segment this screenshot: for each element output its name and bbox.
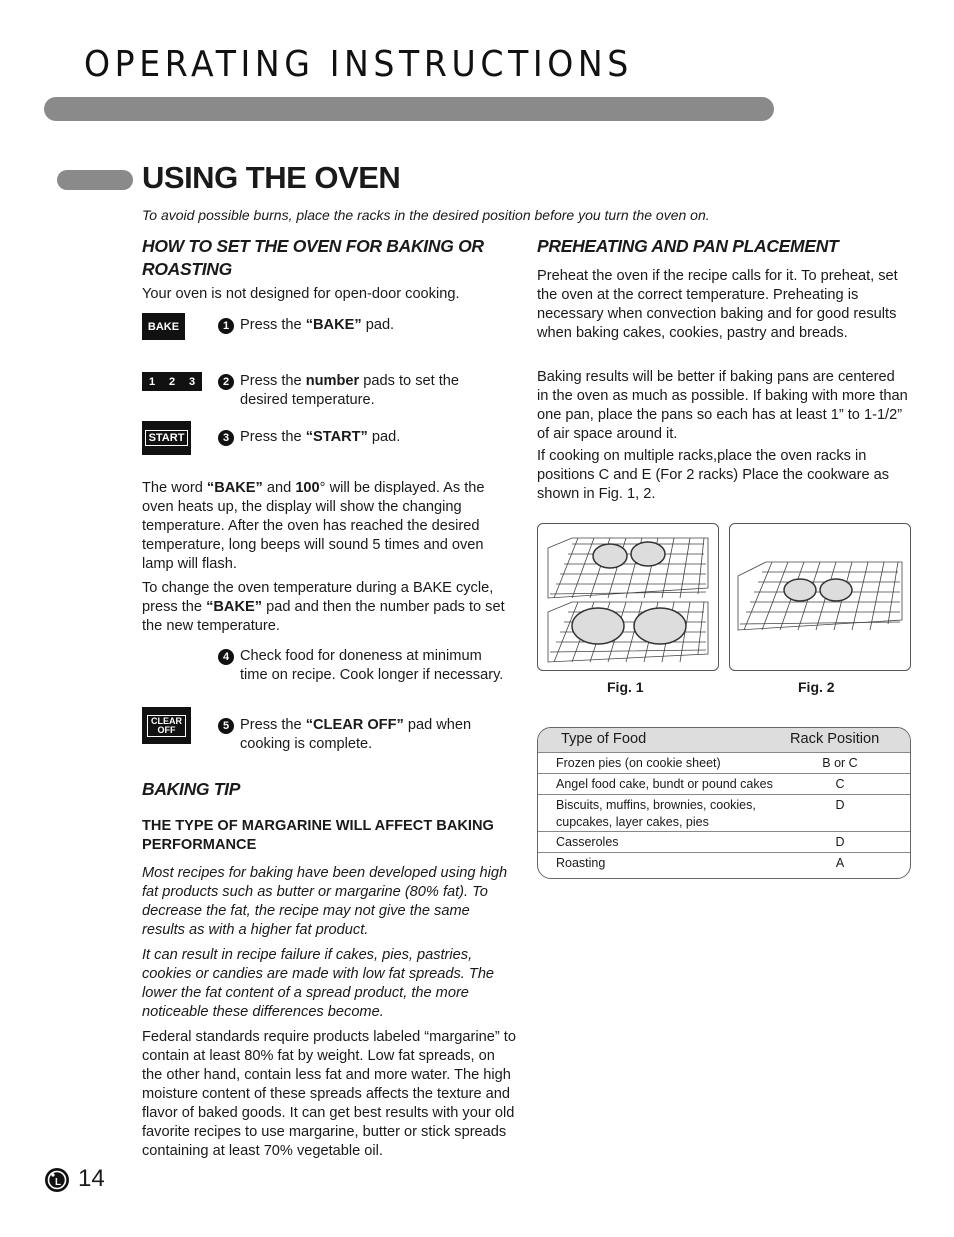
figure-1 bbox=[537, 523, 719, 671]
display-para-e: ° will be displayed. As the oven heats up, the display will show the changing temperature. After the oven has reached the desired temperature, long beeps will sound 5 times and oven lamp will flash. bbox=[142, 480, 485, 572]
change-para-c: pad and then the number pads to set the new temperature. bbox=[142, 599, 505, 634]
step-1-bold: “BAKE” bbox=[305, 317, 362, 333]
rack-position-table bbox=[537, 727, 911, 879]
lg-logo-icon bbox=[44, 1167, 70, 1193]
table-row bbox=[538, 752, 910, 774]
cell-food: Roasting bbox=[556, 856, 606, 870]
preheat-p1: Preheat the oven if the recipe calls for it. To preheat, set the oven at the correct temperature. Preheating is necessary when convection baking and for good results when baking cakes, cookies, pastry and breads. bbox=[537, 268, 898, 341]
step-3-post: pad. bbox=[367, 429, 401, 445]
cell-position: B or C bbox=[822, 756, 858, 770]
start-pad-label: START bbox=[145, 430, 189, 446]
lg-logo bbox=[44, 1167, 70, 1193]
oven-rack-single-icon bbox=[730, 524, 910, 670]
cell-position: C bbox=[835, 777, 845, 791]
table-row bbox=[538, 831, 910, 853]
table-row bbox=[538, 773, 910, 795]
cell-position: D bbox=[835, 798, 845, 812]
number-pad-2: 2 bbox=[168, 375, 176, 388]
step-4: Check food for doneness at minimum time on recipe. Cook longer if necessary. bbox=[240, 648, 504, 683]
number-pad-1: 1 bbox=[148, 375, 156, 388]
off-label: OFF bbox=[157, 724, 176, 735]
cell-food: Frozen pies (on cookie sheet) bbox=[556, 756, 721, 770]
baking-heading-line2: ROASTING bbox=[142, 259, 232, 279]
bake-pad: BAKE bbox=[142, 313, 185, 340]
step-2 bbox=[240, 372, 510, 410]
clear-off-label bbox=[147, 715, 186, 737]
step-5-post: pad when cooking is complete. bbox=[240, 717, 472, 752]
change-para-a: To change the oven temperature during a BAKE cycle, press the bbox=[142, 580, 494, 615]
preheat-heading: PREHEATING AND PAN PLACEMENT bbox=[537, 236, 839, 256]
figure-2-caption: Fig. 2 bbox=[798, 679, 835, 695]
section-title: USING THE OVEN bbox=[142, 160, 401, 195]
page-number: 14 bbox=[78, 1165, 105, 1192]
step-number: 2 bbox=[218, 374, 234, 390]
header-rack-position: Rack Position bbox=[790, 731, 880, 747]
section-intro: To avoid possible burns, place the racks in the desired position before you turn the oven on. bbox=[142, 207, 710, 223]
tip-paragraph: Federal standards require products labeled “margarine” to contain at least 80% fat by weight. Low fat spreads, on the other hand, contain less fat and more water. The high moisture content of these spreads affects the texture and flavor of baked goods. It can get best results with your old favorite recipes to use margarine, butter or stick spreads containing at least 70% vegetable oil. bbox=[142, 1029, 516, 1159]
preheat-p2: Baking results will be better if baking pans are centered in the oven as much as possible. If baking with more than one pan, place the pans so each has at least 1” to 1-1/2” of air space around it. bbox=[537, 369, 908, 442]
step-3-pre: Press the bbox=[240, 429, 306, 445]
header-bar bbox=[44, 97, 774, 121]
step-number: 4 bbox=[218, 649, 234, 665]
oven-racks-two-icon bbox=[538, 524, 718, 670]
step-3 bbox=[240, 428, 510, 447]
step-number: 1 bbox=[218, 318, 234, 334]
step-5-bold: “CLEAR OFF” bbox=[305, 717, 404, 733]
baking-heading-line1: HOW TO SET THE OVEN FOR BAKING OR bbox=[142, 236, 484, 256]
header-type-of-food: Type of Food bbox=[561, 731, 647, 747]
open-door-note: Your oven is not designed for open-door cooking. bbox=[142, 286, 460, 302]
step-2-post: pads to set the desired temperature. bbox=[240, 373, 460, 408]
cell-position: D bbox=[835, 835, 845, 849]
section-pill bbox=[57, 170, 133, 190]
cell-position: A bbox=[835, 856, 845, 870]
change-para-b: “BAKE” bbox=[206, 599, 263, 615]
display-para-c: and bbox=[262, 480, 296, 496]
step-2-bold: number bbox=[305, 373, 360, 389]
figure-1-caption: Fig. 1 bbox=[607, 679, 644, 695]
tip-subhead: THE TYPE OF MARGARINE WILL AFFECT BAKING PERFORMANCE bbox=[142, 818, 494, 853]
display-para-b: “BAKE” bbox=[206, 480, 263, 496]
table-header bbox=[538, 728, 910, 752]
cell-food-line1: Biscuits, muffins, brownies, cookies, bbox=[556, 798, 756, 812]
display-para-d: 100 bbox=[295, 480, 320, 496]
cell-food: Casseroles bbox=[556, 835, 619, 849]
figure-2 bbox=[729, 523, 911, 671]
cell-food bbox=[556, 797, 756, 831]
step-1 bbox=[240, 316, 510, 335]
step-5-pre: Press the bbox=[240, 717, 306, 733]
clear-off-pad bbox=[142, 707, 191, 744]
tip-italic-2: It can result in recipe failure if cakes, pies, pastries, cookies or candies are made with low fat spreads. The lower the fat content of a spread product, the more noticeable these differences become. bbox=[142, 947, 495, 1020]
lg-logo-letter: L bbox=[55, 1177, 62, 1188]
baking-heading bbox=[142, 235, 512, 281]
cell-food-line2: cupcakes, layer cakes, pies bbox=[556, 815, 709, 829]
table-row bbox=[538, 852, 910, 879]
header-title: OPERATING INSTRUCTIONS bbox=[84, 44, 633, 85]
step-2-pre: Press the bbox=[240, 373, 306, 389]
clear-label: CLEAR bbox=[151, 715, 182, 726]
tip-italic-1: Most recipes for baking have been developed using high fat products such as butter or margarine (80% fat). To decrease the fat, the recipe may not give the same results as with a higher fat product. bbox=[142, 865, 508, 938]
step-number: 5 bbox=[218, 718, 234, 734]
step-1-pre: Press the bbox=[240, 317, 306, 333]
step-number: 3 bbox=[218, 430, 234, 446]
step-5 bbox=[240, 716, 512, 754]
number-pads bbox=[142, 372, 202, 391]
preheat-p3: If cooking on multiple racks,place the oven racks in positions C and E (For 2 racks) Place the cookware as shown in Fig. 1, 2. bbox=[537, 448, 890, 502]
step-1-post: pad. bbox=[361, 317, 395, 333]
change-temp-paragraph bbox=[142, 579, 514, 636]
baking-tip-heading: BAKING TIP bbox=[142, 779, 241, 799]
cell-food: Angel food cake, bundt or pound cakes bbox=[556, 777, 773, 791]
display-paragraph bbox=[142, 479, 514, 574]
number-pad-3: 3 bbox=[188, 375, 196, 388]
table-row bbox=[538, 794, 910, 832]
step-3-bold: “START” bbox=[305, 429, 368, 445]
start-pad bbox=[142, 421, 191, 455]
display-para-a: The word bbox=[142, 480, 207, 496]
